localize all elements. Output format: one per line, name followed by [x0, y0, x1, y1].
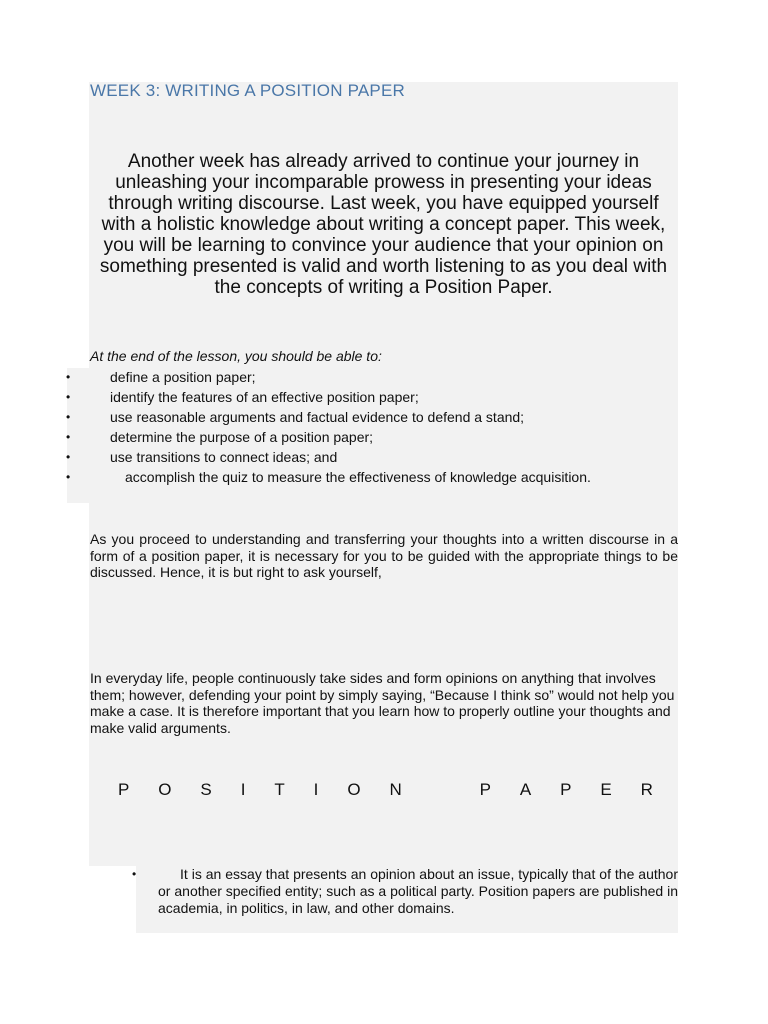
bullet-icon: •: [66, 430, 71, 444]
section-heading: P O S I T I O N P A P E R: [118, 780, 653, 799]
list-item: • use reasonable arguments and factual evidence to defend a stand;: [66, 409, 525, 425]
intro-paragraph: Another week has already arrived to continue your journey in unleashing your incomparable prowess in presenting your ideas through writing discourse. Last week, you have equipped yourself with a holistic knowledge about writing a concept paper. This week, you will be learning to convince your audience that your opinion on something presented is valid and worth listening to as you deal with the concepts of writing a Position Paper.: [99, 151, 668, 298]
list-item: • identify the features of an effective position paper;: [66, 389, 419, 405]
bullet-icon: •: [66, 390, 71, 404]
list-item: • accomplish the quiz to measure the effectiveness of knowledge acquisition.: [66, 469, 591, 485]
body-paragraph: As you proceed to understanding and transferring your thoughts into a written discourse in a form of a position paper, it is necessary for you to be guided with the appropriate things to be discussed. Hence, it is but right to ask yourself,: [90, 531, 678, 580]
list-item: • determine the purpose of a position paper;: [66, 429, 374, 445]
list-item: • define a position paper;: [66, 369, 256, 385]
bullet-icon: •: [66, 470, 71, 484]
bullet-icon: •: [132, 867, 137, 881]
objectives-list: [66, 369, 678, 486]
page-title: WEEK 3: WRITING A POSITION PAPER: [90, 81, 405, 100]
definition-list: [132, 866, 678, 917]
bullet-icon: •: [66, 410, 71, 424]
bullet-icon: •: [66, 450, 71, 464]
list-item: • It is an essay that presents an opinion about an issue, typically that of the author or another specified entity; such as a political party. Position papers are published in academia, in politics, in law, and other domains.: [132, 866, 678, 916]
list-item: • use transitions to connect ideas; and: [66, 449, 338, 465]
objectives-heading: At the end of the lesson, you should be able to:: [90, 348, 382, 364]
body-paragraph: In everyday life, people continuously take sides and form opinions on anything that involves them; however, defending your point by simply saying, “Because I think so” would not help you make a case. It is therefore important that you learn how to properly outline your thoughts and make valid arguments.: [90, 670, 675, 736]
bullet-icon: •: [66, 370, 71, 384]
